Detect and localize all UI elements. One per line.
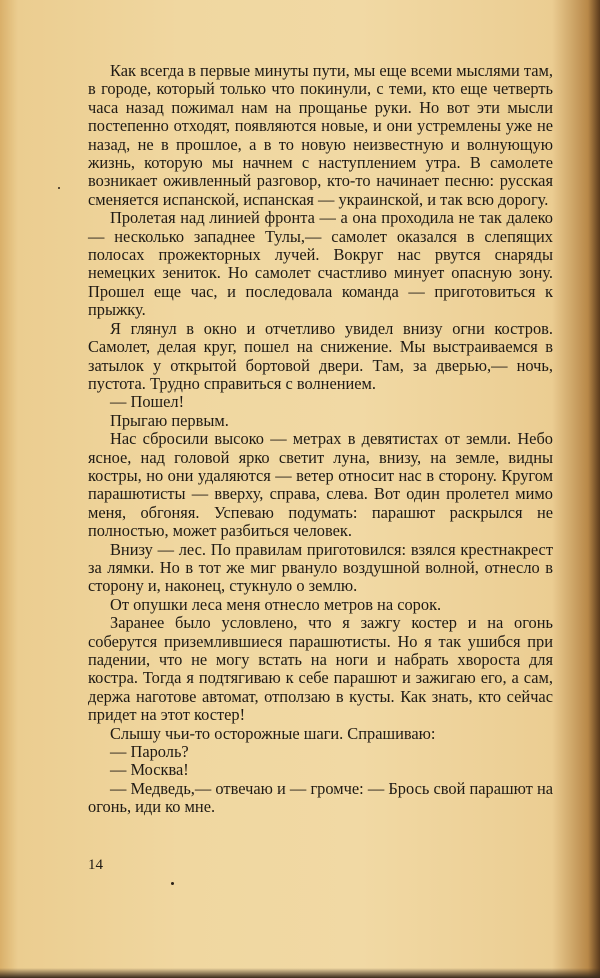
ink-speck xyxy=(58,187,60,189)
paragraph: — Медведь,— отвечаю и — громче: — Брось свой парашют на огонь, иди ко мне. xyxy=(88,778,553,817)
paragraph: Нас сбросили высоко — метрах в девятистах от земли. Небо ясное, над головой ярко светит луна, внизу, на земле, видны костры, но они удаляются — ветер относит нас в сторону. Кругом парашютисты — вверху, справа, слева. Вот один пролетел мимо меня, обгоняя. Успеваю подумать: парашют раскрылся не полностью, может разбиться человек. xyxy=(88,429,553,541)
paragraph: Заранее было условлено, что я зажгу костер и на огонь соберутся приземлившиеся парашютисты. Но я так ушибся при падении, что не могу встать на ноги и набрать хвороста для костра. Тогда я подтягиваю к себе парашют и зажигаю его, а сам, держа наготове автомат, отползаю в кусты. Как знать, кто сейчас придет на этот костер! xyxy=(88,613,553,725)
paragraph: Прыгаю первым. xyxy=(110,410,229,430)
paragraph: Слышу чьи-то осторожные шаги. Спрашиваю: xyxy=(110,723,436,743)
paragraph: Пролетая над линией фронта — а она проходила не так далеко — несколько западнее Тулы,— самолет оказался в слепящих полосах прожекторных лучей. Вокруг нас рвутся снаряды немецких зениток. Но самолет счастливо минует опасную зону. Прошел еще час, и последовала команда — приготовиться к прыжку. xyxy=(88,208,553,320)
paragraph: — Москва! xyxy=(110,760,189,780)
paragraph: Я глянул в окно и отчетливо увидел внизу огни костров. Самолет, делая круг, пошел на снижение. Мы выстраиваемся в затылок у открытой бортовой двери. Там, за дверью,— ночь, пустота. Трудно справиться с волнением. xyxy=(88,318,553,393)
page-number: 14 xyxy=(88,857,103,873)
paragraph: От опушки леса меня отнесло метров на сорок. xyxy=(110,594,442,614)
paragraph: Как всегда в первые минуты пути, мы еще всеми мыслями там, в городе, который только что покинули, с теми, кто еще четверть часа назад пожимал нам на прощанье руки. Но вот эти мысли постепенно отходят, появляются новые, и они устремлены уже не назад, не в прошлое, а в то новую неизвестную и волнующую жизнь, которую мы начнем с наступлением утра. В самолете возникает оживленный разговор, кто-то начинает песню: русская сменяется испанской, испанская — украинской, и так всю дорогу. xyxy=(88,61,553,209)
ink-speck xyxy=(171,882,174,885)
paragraph: — Пароль? xyxy=(110,742,189,762)
page-text xyxy=(88,62,553,817)
paragraph: — Пошел! xyxy=(110,392,185,412)
paragraph: Внизу — лес. По правилам приготовился: взялся крестнакрест за лямки. Но в тот же миг рвануло воздушной волной, отнесло в сторону и, наконец, стукнуло о землю. xyxy=(88,539,553,596)
